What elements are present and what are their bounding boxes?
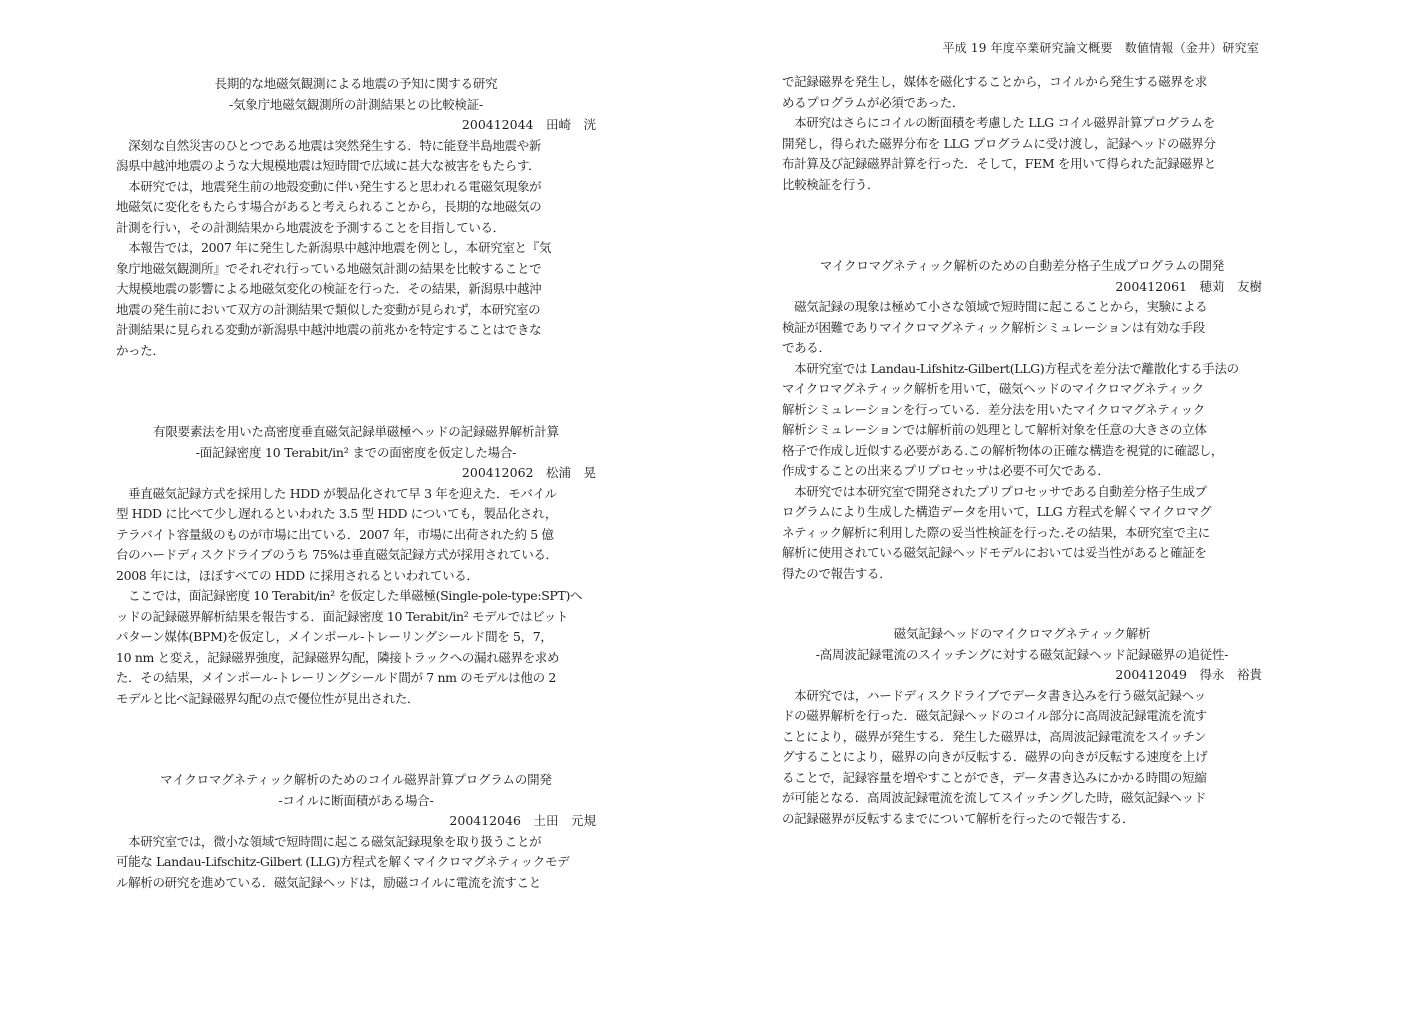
body-line: ここでは，面記録密度 10 Terabit/in² を仮定した単磁極(Single-pole-type:SPT)へ [116,588,583,603]
body-line: 解析シミュレーションでは解析前の処理として解析対象を任意の大きさの立体 [782,422,1207,437]
body-line: 本研究室では，微小な領域で短時間に起こる磁気記録現象を取り扱うことが [116,833,542,849]
article-subtitle: -気象庁地磁気観測所の計測結果との比較検証- [228,96,484,112]
article-author: 200412061 穂苅 友樹 [1115,278,1262,294]
body-line: モデルと比べ記録磁界勾配の点で優位性が見出された． [116,690,420,706]
body-line: 垂直磁気記録方式を採用した HDD が製品化されて早 3 年を迎えた．モバイル [116,485,557,501]
body-line: た．その結果，メインポール-トレーリングシールド間が 7 nm のモデルは他の 2 [116,670,556,685]
article-title: マイクロマグネティック解析のためのコイル磁界計算プログラムの開発 [160,772,552,787]
body-line: 開発し，得られた磁界分布を LLG プログラムに受け渡し，記録ヘッドの磁界分 [782,135,1216,151]
article-subtitle: -コイルに断面積がある場合- [278,792,434,808]
body-line: 本研究では本研究室で開発されたプリプロセッサである自動差分格子生成プ [782,483,1207,499]
article-title: 長期的な地磁気観測による地震の予知に関する研究 [214,76,498,91]
body-line: で記録磁界を発生し，媒体を磁化することから，コイルから発生する磁界を求 [782,74,1207,89]
body-line: 深刻な自然災害のひとつである地震は突然発生する．特に能登半島地震や新 [116,137,542,153]
body-line: ル解析の研究を進めている．磁気記録ヘッドは，励磁コイルに電流を流すこと [116,874,541,890]
body-line: マイクロマグネティック解析を用いて，磁気ヘッドのマイクロマグネティック [782,381,1204,396]
body-line: 本研究はさらにコイルの断面積を考慮した LLG コイル磁界計算プログラムを [782,115,1215,130]
body-line: 本報告では，2007 年に発生した新潟県中越沖地震を例とし，本研究室と『気 [116,240,551,255]
body-line: 2008 年には，ほぼすべての HDD に採用されるといわれている． [116,567,479,583]
article-author: 200412046 土田 元規 [449,813,596,828]
body-line: 解析に使用されている磁気記録ヘッドモデルにおいては妥当性があると確証を [782,545,1207,560]
page-header: 平成 19 年度卒業研究論文概要 数値情報（金井）研究室 [942,41,1259,55]
article-title: 磁気記録ヘッドのマイクロマグネティック解析 [893,626,1151,641]
article-spacer [116,709,596,770]
article-author: 200412049 得永 裕貴 [1115,667,1262,682]
body-line: 比較検証を行う． [782,176,880,192]
body-line: かった． [116,342,165,358]
body-line: テラバイト容量級のものが市場に出ている．2007 年，市場に出荷された約 5 億 [116,526,554,542]
body-line: 格子で作成し近似する必要がある.この解析物体の正確な構造を視覚的に確認し， [782,442,1224,458]
body-line: 大規模地震の影響による地磁気変化の検証を行った．その結果，新潟県中越沖 [116,281,542,296]
body-line: である． [782,340,831,355]
body-line: ることで，記録容量を増やすことができ，データ書き込みにかかる時間の短縮 [782,769,1207,785]
article-title: 有限要素法を用いた高密度垂直磁気記録単磁極ヘッドの記録磁界解析計算 [153,424,559,439]
left-column [116,74,596,893]
body-line: 得たので報告する． [782,565,892,581]
body-line: パターン媒体(BPM)を仮定し，メインポール-トレーリングシールド間を 5，7， [116,629,553,644]
body-line: 計測を行い，その計測結果から地震波を予測することを目指している． [116,219,505,235]
body-line: 10 nm と変え，記録磁界強度，記録磁界勾配，隣接トラックへの漏れ磁界を求め [116,649,560,665]
body-line: 本研究では，ハードディスクドライブでデータ書き込みを行う磁気記録ヘッ [782,687,1206,703]
article-author: 200412062 松浦 晃 [461,465,596,480]
right-column [782,72,1262,829]
body-line: めるプログラムが必須であった． [782,94,965,110]
body-line: 地震の発生前において双方の計測結果で類似した変動が見られず，本研究室の [116,301,541,317]
body-line: が可能となる．高周波記録電流を流してスイッチングした時，磁気記録ヘッド [782,790,1206,805]
body-line: ことにより，磁界が発生する．発生した磁界は，高周波記録電流をスイッチン [782,728,1207,744]
article-subtitle: -高周波記録電流のスイッチングに対する磁気記録ヘッド記録磁界の追従性- [815,646,1229,662]
body-line: 潟県中越沖地震のような大規模地震は短時間で広域に甚大な被害をもたらす． [116,158,541,173]
article-coil-field-program [116,770,596,893]
article-coil-field-continued [782,72,1262,195]
body-line: の記録磁界が反転するまでについて解析を行ったので報告する． [782,810,1135,826]
body-line: 磁気記録の現象は極めて小さな領域で短時間に起こることから，実験による [782,299,1208,314]
body-line: 台のハードディスクドライブのうち 75%は垂直磁気記録方式が採用されている． [116,547,558,562]
body-line: 解析シミュレーションを行っている．差分法を用いたマイクロマグネティック [782,401,1205,417]
body-line: 型 HDD に比べて少し遅れるといわれた 3.5 型 HDD についても，製品化され， [116,506,558,521]
body-line: 地磁気に変化をもたらす場合があると考えられることから，長期的な地磁気の [116,199,542,214]
article-spacer [116,361,596,422]
article-title: マイクロマグネティック解析のための自動差分格子生成プログラムの開発 [819,258,1225,273]
body-line: ログラムにより生成した構造データを用いて，LLG 方程式を解くマイクロマグ [782,504,1212,519]
body-line: ドの磁界解析を行った．磁気記録ヘッドのコイル部分に高周波記録電流を流す [782,708,1207,723]
body-line: 象庁地磁気観測所』でそれぞれ行っている地磁気計測の結果を比較することで [116,260,542,276]
article-subtitle: -面記録密度 10 Terabit/in² までの面密度を仮定した場合- [195,444,517,460]
body-line: ネティック解析に利用した際の妥当性検証を行った.その結果，本研究室で主に [782,524,1210,540]
body-line: 可能な Landau-Lifschitz-Gilbert (LLG)方程式を解くマイクロマグネティックモデ [116,854,570,869]
article-spacer [782,584,1262,624]
body-line: グすることにより，磁界の向きが反転する．磁界の向きが反転する速度を上げ [782,749,1208,764]
body-line: 計測結果に見られる変動が新潟県中越沖地震の前兆かを特定することはできな [116,322,542,337]
body-line: ッドの記録磁界解析結果を報告する．面記録密度 10 Terabit/in² モデルではビット [116,608,569,624]
article-author: 200412044 田崎 洸 [461,117,596,132]
body-line: 作成することの出来るプリプロセッサは必要不可欠である． [782,463,1110,478]
article-spacer [782,195,1262,256]
body-line: 布計算及び記録磁界計算を行った．そして，FEM を用いて得られた記録磁界と [782,156,1216,171]
body-line: 本研究では，地震発生前の地殻変動に伴い発生すると思われる電磁気現象が [116,178,542,194]
article-fem-recording-head [116,422,596,709]
article-earthquake-geomagnetic [116,74,596,361]
article-mesh-generator [782,256,1262,584]
body-line: 本研究室では Landau-Lifshitz-Gilbert(LLG)方程式を差分法で離散化する手法の [782,360,1239,376]
article-micromagnetic-head [782,624,1262,829]
body-line: 検証が困難でありマイクロマグネティック解析シミュレーションは有効な手段 [782,319,1205,335]
